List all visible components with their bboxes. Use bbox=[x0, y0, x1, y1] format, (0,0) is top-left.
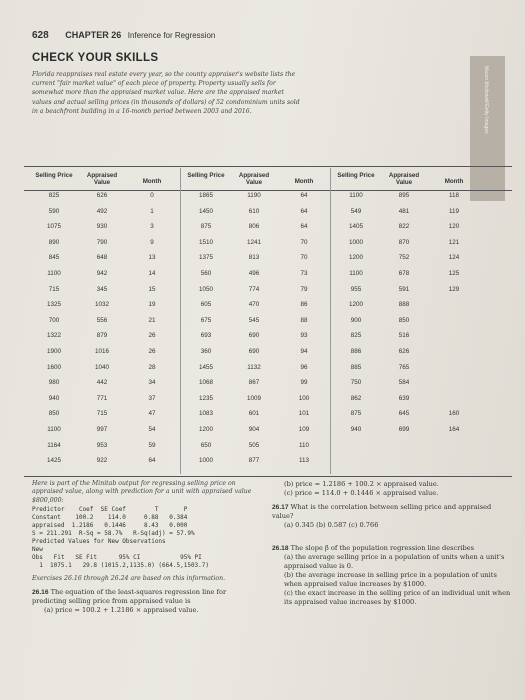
table-header-rule bbox=[24, 190, 512, 191]
table-cell-appr: 1241 bbox=[246, 238, 261, 246]
table-cell-sell: 360 bbox=[200, 348, 212, 355]
table-cell-month: 160 bbox=[448, 410, 460, 418]
table-cell-appr: 481 bbox=[398, 207, 410, 215]
table-cell-month: 15 bbox=[148, 285, 156, 293]
table-cell-sell: 1325 bbox=[46, 301, 61, 309]
table-top-rule bbox=[24, 166, 512, 167]
table-cell-sell: 1375 bbox=[198, 254, 213, 262]
table-cell-sell: 1068 bbox=[198, 379, 213, 387]
table-cell-month: 21 bbox=[148, 316, 156, 324]
table-cell-sell: 1100 bbox=[47, 270, 61, 277]
table-cell-month: 64 bbox=[300, 207, 308, 215]
table-cell-month: 64 bbox=[300, 192, 308, 199]
minitab-output bbox=[32, 506, 209, 570]
table-cell-appr: 492 bbox=[96, 207, 108, 215]
q2616-choice-c: (c) price = 114.0 + 0.1446 × appraised value. bbox=[284, 489, 439, 497]
table-cell-appr: 877 bbox=[248, 457, 260, 465]
table-cell-appr: 1190 bbox=[247, 192, 261, 199]
running-header bbox=[32, 30, 215, 41]
table-bottom-rule bbox=[24, 476, 512, 477]
q2616-text: The equation of the least-squares regression line for predicting selling price from appraised value is bbox=[32, 588, 227, 605]
table-cell-sell: 1322 bbox=[46, 332, 61, 340]
table-cell-month: 101 bbox=[298, 410, 310, 418]
question-26-18 bbox=[272, 544, 512, 607]
column-header-month: Month bbox=[444, 178, 464, 185]
table-cell-sell: 845 bbox=[48, 254, 60, 262]
table-cell-sell: 940 bbox=[350, 426, 362, 433]
minitab-line: 1 1075.1 29.8 (1015.2,1135.0) (664.5,1503.7) bbox=[32, 562, 210, 569]
minitab-line: appraised 1.2186 0.1446 8.43 0.000 bbox=[32, 522, 188, 529]
table-cell-sell: 1600 bbox=[46, 363, 61, 371]
table-cell-month: 28 bbox=[148, 363, 156, 371]
table-cell-appr: 470 bbox=[248, 301, 260, 309]
intro-paragraph: Florida reappraises real estate every year, so the county appraiser's website lists the current "fair market value" of each piece of property. Property usually sells for somewhat more than the appraised market value. Here are the appraised market values and actual selling prices (in thousands of dollars) of 52 condominium units sold in a beachfront building in a 16-month period between 2003 and 2016. bbox=[32, 71, 300, 115]
table-cell-appr: 345 bbox=[96, 285, 108, 293]
question-26-17 bbox=[272, 503, 512, 530]
table-cell-sell: 605 bbox=[200, 301, 212, 309]
table-cell-month: 109 bbox=[298, 426, 310, 433]
table-cell-appr: 1132 bbox=[247, 363, 261, 371]
table-cell-month: 70 bbox=[300, 254, 308, 262]
table-cell-month: 96 bbox=[300, 363, 308, 371]
table-cell-appr: 904 bbox=[248, 426, 260, 433]
table-cell-appr: 591 bbox=[398, 285, 410, 293]
table-cell-sell: 1235 bbox=[198, 394, 213, 402]
column-header-month: Month bbox=[142, 178, 162, 185]
table-cell-appr: 601 bbox=[248, 410, 260, 418]
table-cell-sell: 1865 bbox=[198, 192, 213, 199]
table-cell-appr: 496 bbox=[248, 270, 260, 277]
table-cell-appr: 1032 bbox=[94, 301, 109, 309]
table-cell-sell: 875 bbox=[200, 223, 212, 231]
table-cell-month: 113 bbox=[298, 457, 310, 465]
table-cell-appr: 888 bbox=[398, 301, 410, 309]
table-cell-appr: 505 bbox=[248, 441, 260, 449]
table-cell-sell: 900 bbox=[350, 316, 362, 324]
column-header-month: Month bbox=[294, 178, 314, 185]
question-26-16 bbox=[32, 588, 260, 615]
table-cell-month: 47 bbox=[148, 410, 156, 418]
table-cell-sell: 1900 bbox=[46, 348, 61, 355]
table-cell-appr: 774 bbox=[248, 285, 260, 293]
table-cell-appr: 626 bbox=[398, 348, 410, 355]
table-cell-sell: 1510 bbox=[198, 238, 213, 246]
table-cell-month: 86 bbox=[300, 301, 308, 309]
table-cell-sell: 862 bbox=[350, 394, 362, 402]
table-cell-sell: 1164 bbox=[47, 441, 61, 449]
column-header-sell: Selling Price bbox=[337, 172, 375, 179]
table-cell-month: 54 bbox=[148, 426, 156, 433]
table-cell-month: 118 bbox=[448, 192, 460, 199]
table-cell-month: 19 bbox=[148, 301, 156, 309]
minitab-line: Constant 100.2 114.0 0.88 0.384 bbox=[32, 514, 188, 521]
q2617-choices: (a) 0.345 (b) 0.587 (c) 0.766 bbox=[284, 521, 379, 529]
photo-credit: Mauro Mcdowell/Getty Images bbox=[483, 66, 489, 134]
table-cell-sell: 715 bbox=[48, 285, 60, 293]
table-cell-month: 64 bbox=[300, 223, 308, 231]
table-cell-sell: 1083 bbox=[198, 410, 213, 418]
table-cell-month: 121 bbox=[448, 238, 460, 246]
q2618-text: The slope β of the population regression line describes bbox=[290, 544, 474, 552]
chapter-label: CHAPTER 26 bbox=[65, 30, 122, 40]
table-cell-sell: 885 bbox=[350, 363, 362, 371]
table-cell-appr: 1016 bbox=[94, 348, 109, 355]
table-cell-sell: 890 bbox=[48, 238, 60, 246]
table-cell-appr: 922 bbox=[96, 457, 108, 465]
table-cell-appr: 516 bbox=[398, 332, 410, 340]
table-cell-sell: 940 bbox=[48, 394, 60, 402]
table-cell-sell: 1100 bbox=[349, 270, 363, 277]
table-cell-sell: 590 bbox=[48, 207, 60, 215]
table-cell-month: 93 bbox=[300, 332, 308, 340]
table-cell-appr: 626 bbox=[96, 192, 108, 199]
table-cell-month: 119 bbox=[448, 207, 460, 215]
table-cell-appr: 879 bbox=[96, 332, 108, 340]
table-cell-sell: 825 bbox=[48, 192, 60, 199]
column-header-sell: Selling Price bbox=[187, 172, 225, 179]
table-cell-sell: 1200 bbox=[348, 301, 363, 309]
table-cell-appr: 690 bbox=[248, 332, 260, 340]
table-cell-sell: 1200 bbox=[348, 254, 363, 262]
q2618-number: 26.18 bbox=[272, 545, 289, 552]
table-cell-sell: 700 bbox=[48, 316, 60, 324]
table-cell-month: 94 bbox=[300, 348, 308, 355]
minitab-line: Predicted Values for New Observations bbox=[32, 538, 166, 545]
table-cell-month: 164 bbox=[448, 426, 460, 433]
table-cell-sell: 1425 bbox=[46, 457, 61, 465]
table-cell-month: 59 bbox=[148, 441, 156, 449]
table-cell-appr: 752 bbox=[398, 254, 410, 262]
table-cell-appr: 610 bbox=[248, 207, 260, 215]
table-cell-appr: 690 bbox=[248, 348, 260, 355]
table-cell-month: 26 bbox=[148, 348, 156, 355]
table-cell-appr: 953 bbox=[96, 441, 108, 449]
table-cell-month: 99 bbox=[300, 379, 308, 387]
table-cell-appr: 1040 bbox=[94, 363, 109, 371]
table-cell-appr: 556 bbox=[96, 316, 108, 324]
table-cell-sell: 980 bbox=[48, 379, 60, 387]
column-header-appr: Appraised Value bbox=[238, 172, 270, 186]
q2618-choice-b: (b) the average increase in selling price in a population of units when appraised value increases by $1000. bbox=[284, 571, 497, 588]
exercises-note: Exercises 26.16 through 26.24 are based on this information. bbox=[32, 575, 226, 582]
group-divider bbox=[330, 168, 331, 474]
table-cell-appr: 648 bbox=[96, 254, 108, 262]
table-cell-month: 129 bbox=[448, 285, 460, 293]
q2618-choice-a: (a) the average selling price in a population of units when a unit's appraised value is 0. bbox=[284, 553, 505, 570]
table-cell-sell: 825 bbox=[350, 332, 362, 340]
table-cell-appr: 997 bbox=[96, 426, 108, 433]
table-cell-sell: 955 bbox=[350, 285, 362, 293]
table-cell-month: 125 bbox=[448, 270, 460, 277]
table-cell-sell: 1405 bbox=[348, 223, 363, 231]
table-cell-month: 14 bbox=[148, 270, 156, 277]
q2616-choice-b: (b) price = 1.2186 + 100.2 × appraised value. bbox=[284, 480, 439, 488]
table-cell-sell: 693 bbox=[200, 332, 212, 340]
table-cell-month: 100 bbox=[298, 394, 310, 402]
table-cell-month: 9 bbox=[150, 238, 154, 246]
table-cell-appr: 1009 bbox=[246, 394, 261, 402]
group-divider bbox=[180, 168, 181, 474]
table-cell-appr: 930 bbox=[96, 223, 108, 231]
table-cell-sell: 675 bbox=[200, 316, 212, 324]
table-cell-month: 124 bbox=[448, 254, 460, 262]
table-cell-sell: 549 bbox=[350, 207, 362, 215]
table-cell-appr: 699 bbox=[398, 426, 410, 433]
table-cell-appr: 942 bbox=[96, 270, 108, 277]
minitab-line: S = 211.291 R-Sq = 58.7% R-Sq(adj) = 57.9% bbox=[32, 530, 195, 537]
table-cell-month: 13 bbox=[148, 254, 156, 262]
table-cell-appr: 584 bbox=[398, 379, 410, 387]
table-cell-appr: 765 bbox=[398, 363, 410, 371]
table-cell-appr: 895 bbox=[398, 192, 410, 199]
chapter-title: Inference for Regression bbox=[127, 31, 216, 40]
q2617-number: 26.17 bbox=[272, 504, 289, 511]
table-cell-appr: 790 bbox=[96, 238, 108, 246]
table-cell-month: 70 bbox=[300, 238, 308, 246]
table-cell-appr: 442 bbox=[96, 379, 108, 387]
section-title: CHECK YOUR SKILLS bbox=[32, 52, 159, 64]
column-header-appr: Appraised Value bbox=[388, 172, 420, 186]
table-cell-appr: 545 bbox=[248, 316, 260, 324]
table-cell-sell: 1075 bbox=[46, 223, 61, 231]
table-cell-appr: 867 bbox=[248, 379, 260, 387]
table-cell-appr: 850 bbox=[398, 316, 410, 324]
minitab-line: New bbox=[32, 546, 43, 553]
table-cell-sell: 850 bbox=[48, 410, 60, 418]
table-cell-month: 26 bbox=[148, 332, 156, 340]
table-cell-sell: 1000 bbox=[198, 457, 213, 465]
table-cell-month: 1 bbox=[150, 207, 154, 215]
table-cell-sell: 1000 bbox=[348, 238, 363, 246]
table-cell-month: 120 bbox=[448, 223, 460, 231]
table-cell-month: 37 bbox=[148, 394, 156, 402]
table-cell-month: 79 bbox=[300, 285, 308, 293]
minitab-line: Predictor Coef SE Coef T P bbox=[32, 506, 188, 513]
table-cell-month: 73 bbox=[300, 270, 308, 277]
table-cell-appr: 715 bbox=[96, 410, 108, 418]
q2616-number: 26.16 bbox=[32, 589, 49, 596]
table-cell-sell: 1100 bbox=[349, 192, 363, 199]
column-header-appr: Appraised Value bbox=[86, 172, 118, 186]
table-cell-sell: 560 bbox=[200, 270, 212, 277]
table-cell-appr: 639 bbox=[398, 394, 410, 402]
table-cell-month: 64 bbox=[148, 457, 156, 465]
table-cell-sell: 750 bbox=[350, 379, 362, 387]
table-cell-sell: 1050 bbox=[198, 285, 213, 293]
table-cell-appr: 870 bbox=[398, 238, 410, 246]
table-cell-sell: 886 bbox=[350, 348, 362, 355]
table-cell-appr: 678 bbox=[398, 270, 410, 277]
table-cell-sell: 875 bbox=[350, 410, 362, 418]
table-cell-appr: 771 bbox=[96, 394, 108, 402]
table-cell-month: 0 bbox=[150, 192, 154, 199]
question-26-16-continued bbox=[272, 480, 512, 498]
table-cell-appr: 822 bbox=[398, 223, 410, 231]
table-cell-sell: 1450 bbox=[198, 207, 213, 215]
table-cell-sell: 1100 bbox=[47, 426, 61, 433]
table-cell-sell: 1455 bbox=[198, 363, 213, 371]
table-cell-appr: 645 bbox=[398, 410, 410, 418]
column-header-sell: Selling Price bbox=[35, 172, 73, 179]
page-number: 628 bbox=[32, 30, 49, 41]
table-cell-sell: 650 bbox=[200, 441, 212, 449]
table-cell-month: 88 bbox=[300, 316, 308, 324]
minitab-line: Obs Fit SE Fit 95% CI 95% PI bbox=[32, 554, 202, 561]
table-cell-month: 3 bbox=[150, 223, 154, 231]
table-cell-month: 110 bbox=[298, 441, 310, 449]
table-cell-appr: 806 bbox=[248, 223, 260, 231]
minitab-intro: Here is part of the Minitab output for regressing selling price on appraised value, along with prediction for a unit with appraised value $800,000: bbox=[32, 480, 252, 504]
table-cell-sell: 1200 bbox=[198, 426, 213, 433]
q2616-choice-a: (a) price = 100.2 + 1.2186 × appraised value. bbox=[44, 606, 199, 614]
table-cell-month: 34 bbox=[148, 379, 156, 387]
table-cell-appr: 813 bbox=[248, 254, 260, 262]
q2618-choice-c: (c) the exact increase in the selling price of an individual unit when its appraised value increases by $1000. bbox=[284, 589, 511, 606]
q2617-text: What is the correlation between selling price and appraised value? bbox=[272, 503, 492, 520]
